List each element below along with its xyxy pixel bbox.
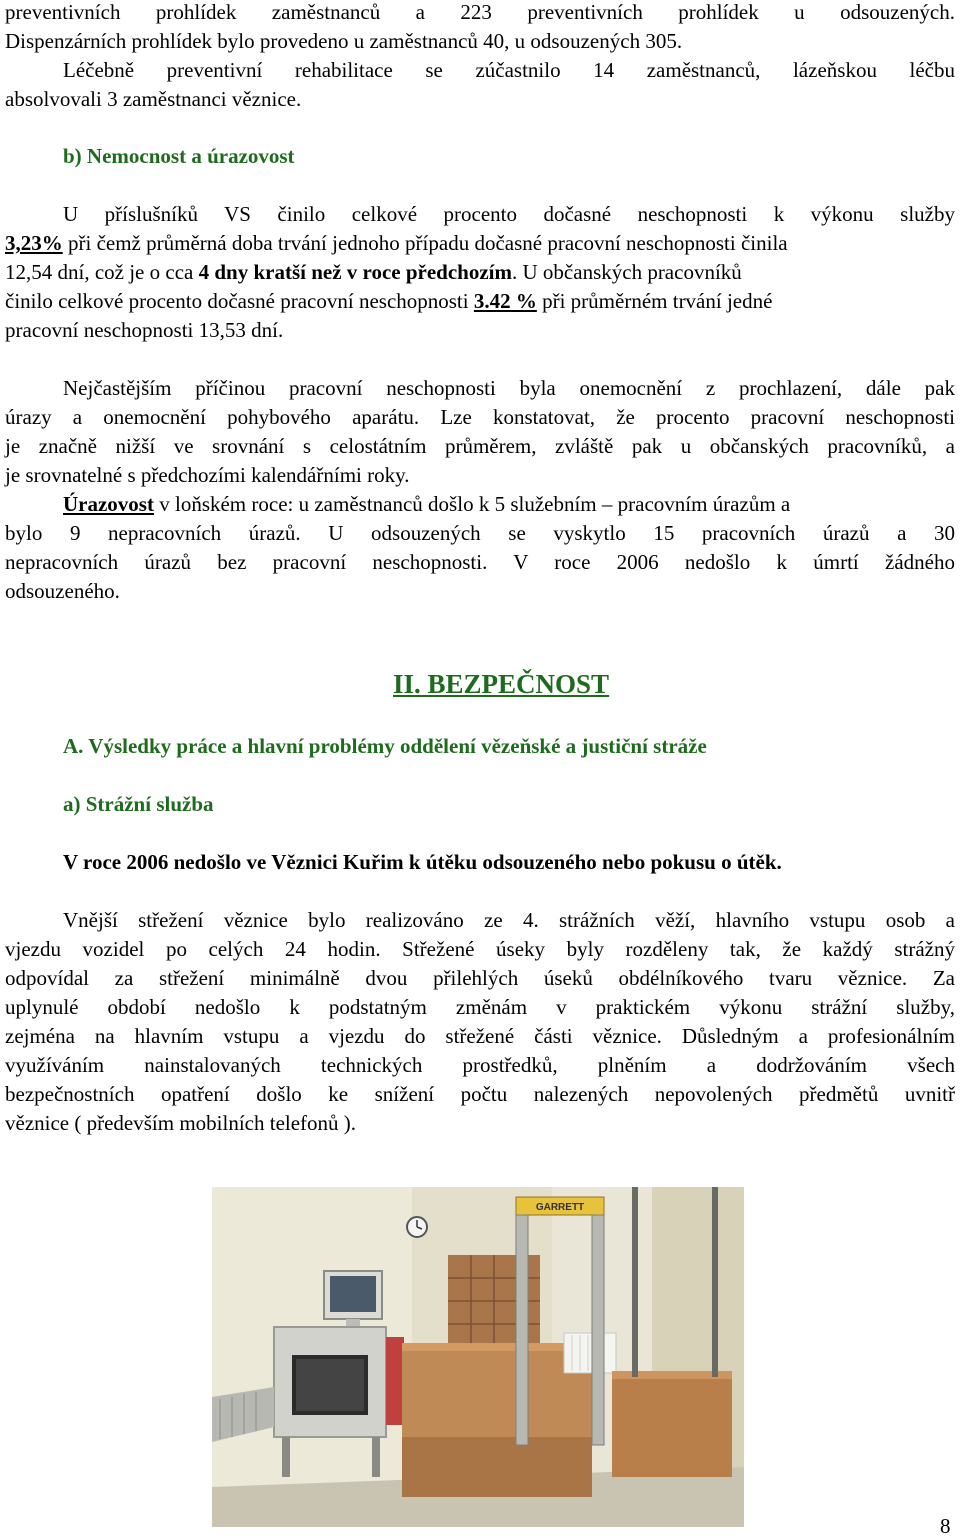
text-line: vjezdu vozidel po celých 24 hodin. Střežené úseky byly rozděleny tak, že každý strážný	[5, 937, 955, 961]
text-line: absolvovali 3 zaměstnanci věznice.	[5, 87, 302, 111]
subsection-heading: a) Strážní služba	[63, 792, 214, 816]
text-span: 12,54 dní, což je o cca	[5, 260, 199, 284]
text-line: preventivních prohlídek zaměstnanců a 223 preventivních prohlídek u odsouzených.	[5, 0, 955, 24]
text-span: . U občanských pracovníků	[512, 260, 742, 284]
text-line: uplynulé období nedošlo k podstatným změnám v praktickém výkonu strážní služby,	[5, 995, 955, 1019]
text-line: je značně nižší ve srovnání s celostátním průměrem, zvláště pak u občanských pracovníků, a	[5, 434, 955, 458]
security-checkpoint-photo	[212, 1187, 744, 1527]
section-heading: A. Výsledky práce a hlavní problémy oddělení vězeňské a justiční stráže	[63, 734, 707, 758]
text-line: odpovídal za střežení minimálně dvou přilehlých úseků obdélníkového tvaru věznice. Za	[5, 966, 955, 990]
text-line	[5, 289, 955, 313]
text-line: úrazy a onemocnění pohybového aparátu. Lze konstatovat, že procento pracovní neschopnosti	[5, 405, 955, 429]
text-line: využíváním nainstalovaných technických prostředků, plněním a dodržováním všech	[5, 1053, 955, 1077]
text-span: v loňském roce: u zaměstnanců došlo k 5 služebním – pracovním úrazům a	[153, 492, 791, 516]
text-line: věznice ( především mobilních telefonů ).	[5, 1111, 357, 1135]
text-line: odsouzeného.	[5, 579, 120, 603]
bold-statement: V roce 2006 nedošlo ve Věznici Kuřim k útěku odsouzeného nebo pokusu o útěk.	[63, 850, 782, 874]
text-span: činilo celkové procento dočasné pracovní neschopnosti	[5, 289, 474, 313]
text-span: při průměrném trvání jedné	[536, 289, 773, 313]
text-line: Vnější střežení věznice bylo realizováno ze 4. strážních věží, hlavního vstupu osob a	[63, 908, 955, 932]
text-line: Nejčastějším příčinou pracovní neschopnosti byla onemocnění z prochlazení, dále pak	[63, 376, 955, 400]
section-heading: b) Nemocnost a úrazovost	[63, 144, 295, 168]
detector-brand-label: GARRETT	[535, 1202, 585, 1213]
text-line	[63, 492, 955, 516]
bold-span: Úrazovost	[63, 492, 154, 516]
text-line	[5, 231, 955, 255]
page-number: 8	[940, 1514, 951, 1538]
text-line: zejména na hlavním vstupu a vjezdu do střežené části věznice. Důsledným a profesionálním	[5, 1024, 955, 1048]
text-line: nepracovních úrazů bez pracovní neschopnosti. V roce 2006 nedošlo k úmrtí žádného	[5, 550, 955, 574]
text-line	[5, 260, 955, 284]
text-line: Léčebně preventivní rehabilitace se zúčastnilo 14 zaměstnanců, lázeňskou léčbu	[63, 58, 955, 82]
text-span: při čemž průměrná doba trvání jednoho případu dočasné pracovní neschopnosti činila	[62, 231, 788, 255]
text-line: je srovnatelné s předchozími kalendářními roky.	[5, 463, 410, 487]
percent-value: 3,23%	[5, 231, 63, 255]
chapter-title: II. BEZPEČNOST	[393, 669, 610, 699]
percent-value: 3.42 %	[473, 289, 537, 313]
text-line: U příslušníků VS činilo celkové procento dočasné neschopnosti k výkonu služby	[63, 202, 955, 226]
text-line: bezpečnostních opatření došlo ke snížení počtu nalezených nepovolených předmětů uvnitř	[5, 1082, 955, 1106]
text-line: pracovní neschopnosti 13,53 dní.	[5, 318, 284, 342]
text-line: Dispenzárních prohlídek bylo provedeno u zaměstnanců 40, u odsouzených 305.	[5, 29, 683, 53]
text-line: bylo 9 nepracovních úrazů. U odsouzených se vyskytlo 15 pracovních úrazů a 30	[5, 521, 955, 545]
bold-span: 4 dny kratší než v roce předchozím	[198, 260, 513, 284]
